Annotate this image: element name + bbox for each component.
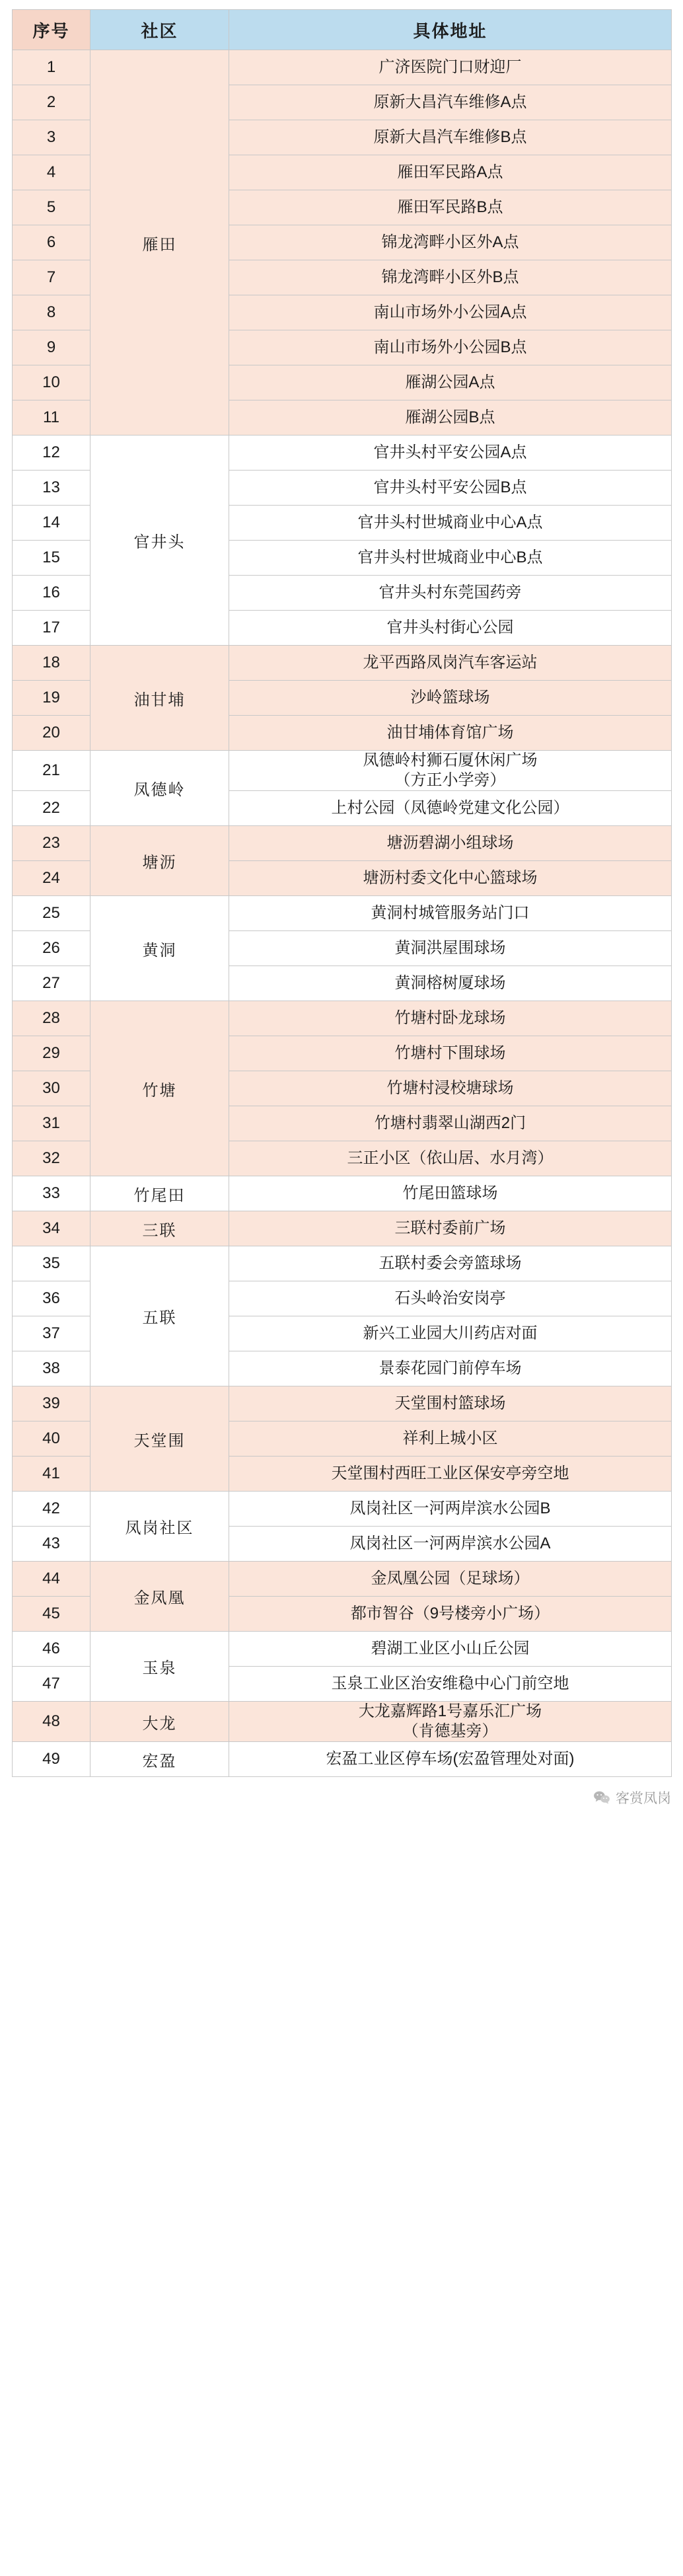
cell-address: 玉泉工业区治安维稳中心门前空地	[229, 1667, 672, 1702]
cell-index: 35	[13, 1246, 90, 1281]
cell-index: 21	[13, 751, 90, 791]
table-row	[13, 1176, 672, 1211]
column-header-index: 序号	[13, 10, 90, 50]
cell-index: 30	[13, 1071, 90, 1106]
cell-community: 塘沥	[90, 826, 229, 896]
cell-index: 29	[13, 1036, 90, 1071]
cell-address: 竹塘村下围球场	[229, 1036, 672, 1071]
table-row	[13, 50, 672, 85]
cell-address: 黄洞洪屋围球场	[229, 931, 672, 966]
table-row	[13, 1211, 672, 1246]
cell-address: 雁田军民路A点	[229, 155, 672, 190]
cell-community: 玉泉	[90, 1632, 229, 1702]
cell-community: 大龙	[90, 1702, 229, 1742]
cell-community: 宏盈	[90, 1742, 229, 1777]
cell-index: 14	[13, 506, 90, 541]
cell-address: 雁湖公园B点	[229, 400, 672, 436]
cell-address: 雁田军民路B点	[229, 190, 672, 225]
cell-index: 45	[13, 1597, 90, 1632]
cell-address: 天堂围村篮球场	[229, 1386, 672, 1421]
wechat-icon	[593, 1790, 610, 1805]
cell-index: 1	[13, 50, 90, 85]
cell-community: 凤岗社区	[90, 1492, 229, 1562]
cell-community: 三联	[90, 1211, 229, 1246]
cell-index: 17	[13, 611, 90, 646]
cell-address: 官井头村平安公园B点	[229, 471, 672, 506]
cell-index: 34	[13, 1211, 90, 1246]
cell-index: 33	[13, 1176, 90, 1211]
cell-address: 祥利上城小区	[229, 1421, 672, 1457]
cell-index: 37	[13, 1316, 90, 1351]
cell-index: 20	[13, 716, 90, 751]
cell-community: 五联	[90, 1246, 229, 1386]
table-row	[13, 1246, 672, 1281]
table-row	[13, 1492, 672, 1527]
cell-index: 44	[13, 1562, 90, 1597]
cell-address: 金凤凰公园（足球场）	[229, 1562, 672, 1597]
cell-index: 41	[13, 1457, 90, 1492]
cell-address: 天堂围村西旺工业区保安亭旁空地	[229, 1457, 672, 1492]
cell-address: 油甘埔体育馆广场	[229, 716, 672, 751]
cell-address: 凤岗社区一河两岸滨水公园B	[229, 1492, 672, 1527]
table-header-row	[13, 10, 672, 50]
cell-index: 5	[13, 190, 90, 225]
cell-index: 47	[13, 1667, 90, 1702]
cell-community: 油甘埔	[90, 646, 229, 751]
cell-address: 塘沥村委文化中心篮球场	[229, 861, 672, 896]
table-row	[13, 1742, 672, 1777]
table-row	[13, 826, 672, 861]
cell-address: 竹塘村卧龙球场	[229, 1001, 672, 1036]
cell-index: 7	[13, 260, 90, 295]
cell-address: 沙岭篮球场	[229, 681, 672, 716]
cell-address: 三联村委前广场	[229, 1211, 672, 1246]
table-row	[13, 646, 672, 681]
cell-address: 广济医院门口财迎厂	[229, 50, 672, 85]
cell-address: 黄洞村城管服务站门口	[229, 896, 672, 931]
cell-index: 38	[13, 1351, 90, 1386]
cell-index: 13	[13, 471, 90, 506]
cell-address: 五联村委会旁篮球场	[229, 1246, 672, 1281]
cell-index: 15	[13, 541, 90, 576]
cell-index: 3	[13, 120, 90, 155]
cell-index: 24	[13, 861, 90, 896]
cell-index: 42	[13, 1492, 90, 1527]
cell-index: 49	[13, 1742, 90, 1777]
table-row	[13, 436, 672, 471]
cell-address: 黄洞榕树厦球场	[229, 966, 672, 1001]
table-row	[13, 751, 672, 791]
cell-index: 10	[13, 365, 90, 400]
cell-address: 南山市场外小公园B点	[229, 330, 672, 365]
cell-address: 锦龙湾畔小区外B点	[229, 260, 672, 295]
cell-address: 竹塘村浸校塘球场	[229, 1071, 672, 1106]
cell-address: 凤岗社区一河两岸滨水公园A	[229, 1527, 672, 1562]
cell-community: 雁田	[90, 50, 229, 436]
table-row	[13, 1562, 672, 1597]
cell-address: 大龙嘉辉路1号嘉乐汇广场 （肯德基旁）	[229, 1702, 672, 1742]
footer	[12, 1777, 671, 1817]
cell-community: 竹塘	[90, 1001, 229, 1176]
cell-index: 16	[13, 576, 90, 611]
cell-address: 景泰花园门前停车场	[229, 1351, 672, 1386]
cell-address: 凤德岭村狮石厦休闲广场 （方正小学旁）	[229, 751, 672, 791]
cell-address: 石头岭治安岗亭	[229, 1281, 672, 1316]
watermark	[593, 1788, 671, 1807]
cell-community: 天堂围	[90, 1386, 229, 1492]
cell-index: 26	[13, 931, 90, 966]
cell-address: 三正小区（依山居、水月湾）	[229, 1141, 672, 1176]
cell-community: 凤德岭	[90, 751, 229, 826]
table-body	[13, 50, 672, 1777]
table-row	[13, 1702, 672, 1742]
cell-index: 25	[13, 896, 90, 931]
cell-address: 官井头村街心公园	[229, 611, 672, 646]
cell-address: 上村公园（凤德岭党建文化公园）	[229, 791, 672, 826]
column-header-address: 具体地址	[229, 10, 672, 50]
cell-community: 黄洞	[90, 896, 229, 1001]
cell-community: 竹尾田	[90, 1176, 229, 1211]
cell-address: 官井头村东莞国药旁	[229, 576, 672, 611]
cell-address: 雁湖公园A点	[229, 365, 672, 400]
cell-index: 11	[13, 400, 90, 436]
cell-index: 9	[13, 330, 90, 365]
cell-index: 8	[13, 295, 90, 330]
column-header-community: 社区	[90, 10, 229, 50]
cell-community: 官井头	[90, 436, 229, 646]
table-header	[13, 10, 672, 50]
cell-index: 27	[13, 966, 90, 1001]
cell-address: 竹塘村翡翠山湖西2门	[229, 1106, 672, 1141]
table-row	[13, 1001, 672, 1036]
cell-index: 48	[13, 1702, 90, 1742]
cell-index: 19	[13, 681, 90, 716]
cell-index: 2	[13, 85, 90, 120]
cell-address: 原新大昌汽车维修B点	[229, 120, 672, 155]
cell-index: 36	[13, 1281, 90, 1316]
cell-index: 43	[13, 1527, 90, 1562]
cell-community: 金凤凰	[90, 1562, 229, 1632]
cell-index: 40	[13, 1421, 90, 1457]
cell-address: 宏盈工业区停车场(宏盈管理处对面)	[229, 1742, 672, 1777]
cell-address: 新兴工业园大川药店对面	[229, 1316, 672, 1351]
cell-address: 官井头村世城商业中心B点	[229, 541, 672, 576]
watermark-text: 客赏凤岗	[616, 1791, 671, 1806]
cell-index: 23	[13, 826, 90, 861]
table-row	[13, 896, 672, 931]
cell-index: 12	[13, 436, 90, 471]
cell-address: 都市智谷（9号楼旁小广场）	[229, 1597, 672, 1632]
address-table	[12, 9, 672, 1777]
cell-address: 官井头村平安公园A点	[229, 436, 672, 471]
cell-address: 竹尾田篮球场	[229, 1176, 672, 1211]
table-row	[13, 1386, 672, 1421]
cell-index: 31	[13, 1106, 90, 1141]
cell-index: 4	[13, 155, 90, 190]
cell-address: 碧湖工业区小山丘公园	[229, 1632, 672, 1667]
cell-address: 官井头村世城商业中心A点	[229, 506, 672, 541]
cell-index: 22	[13, 791, 90, 826]
cell-address: 龙平西路凤岗汽车客运站	[229, 646, 672, 681]
cell-address: 塘沥碧湖小组球场	[229, 826, 672, 861]
cell-address: 南山市场外小公园A点	[229, 295, 672, 330]
table-row	[13, 1632, 672, 1667]
cell-address: 原新大昌汽车维修A点	[229, 85, 672, 120]
cell-address: 锦龙湾畔小区外A点	[229, 225, 672, 260]
cell-index: 32	[13, 1141, 90, 1176]
cell-index: 46	[13, 1632, 90, 1667]
cell-index: 6	[13, 225, 90, 260]
cell-index: 39	[13, 1386, 90, 1421]
cell-index: 28	[13, 1001, 90, 1036]
cell-index: 18	[13, 646, 90, 681]
